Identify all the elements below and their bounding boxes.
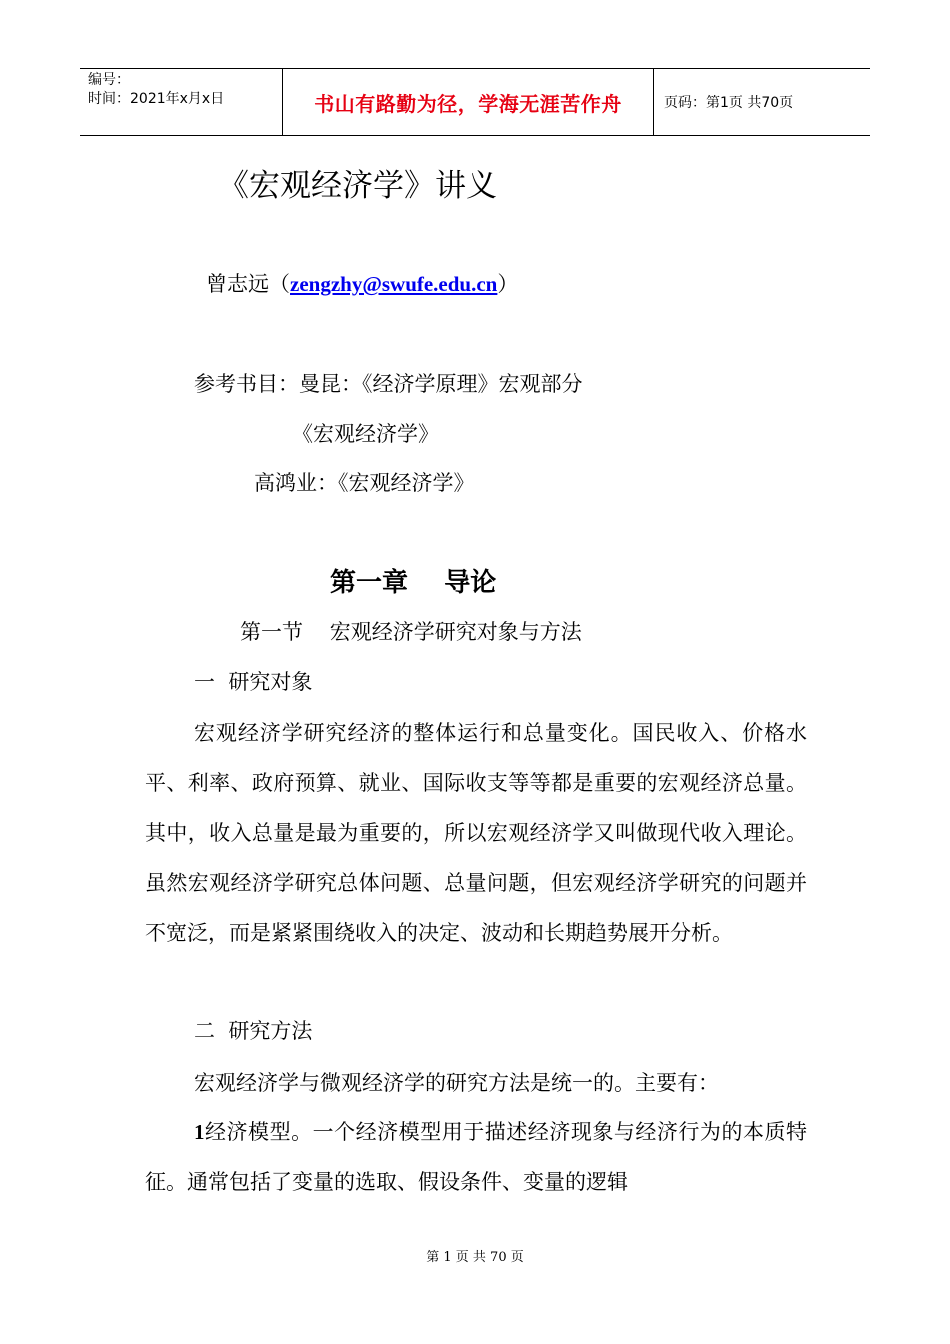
number-label: 编号： (88, 72, 130, 88)
subheading-research-method: 二 研究方法 (194, 1019, 313, 1043)
list-number: 1 (194, 1120, 205, 1144)
section-heading: 第一节 宏观经济学研究对象与方法 (240, 620, 582, 644)
time-label: 时间：2021年x月x日 (88, 91, 225, 107)
reference-line-3: 高鸿业：《宏观经济学》 (254, 471, 475, 495)
page-footer: 第 1 页 共 70 页 (426, 1250, 524, 1265)
paragraph-research-object: 宏观经济学研究经济的整体运行和总量变化。国民收入、价格水平、利率、政府预算、就业、国际收支等等都是重要的宏观经济总量。其中，收入总量是最为重要的，所以宏观经济学又叫做现代收入理论。虽然宏观经济学研究总体问题、总量问题，但宏观经济学研究的问题并不宽泛，而是紧紧围绕收入的决定、波动和长期趋势展开分析。 (145, 721, 807, 945)
header-motto: 书山有路勤为径，学海无涯苦作舟 (282, 69, 654, 135)
chapter-heading: 第一章 导论 (330, 568, 497, 598)
author-name: 曾志远（ (206, 272, 290, 296)
paragraph-method-intro: 宏观经济学与微观经济学的研究方法是统一的。主要有： (194, 1071, 719, 1095)
paragraph-economic-model-text: 经济模型。一个经济模型用于描述经济现象与经济行为的本质特征。通常包括了变量的选取、假设条件、变量的逻辑 (145, 1120, 807, 1194)
subheading-research-object: 一 研究对象 (194, 670, 313, 694)
reference-line-1: 参考书目：曼昆：《经济学原理》宏观部分 (194, 372, 583, 396)
author-line (206, 268, 518, 300)
author-email-link[interactable]: zengzhy@swufe.edu.cn (290, 272, 498, 296)
author-close: ） (497, 272, 519, 296)
reference-line-2: 《宏观经济学》 (292, 422, 439, 446)
document-title: 《宏观经济学》讲义 (218, 168, 497, 204)
header-meta (80, 69, 282, 135)
paragraph-economic-model (145, 1107, 807, 1207)
page-header (80, 68, 870, 136)
header-page-info: 页码：第1页 共70页 (664, 95, 794, 111)
